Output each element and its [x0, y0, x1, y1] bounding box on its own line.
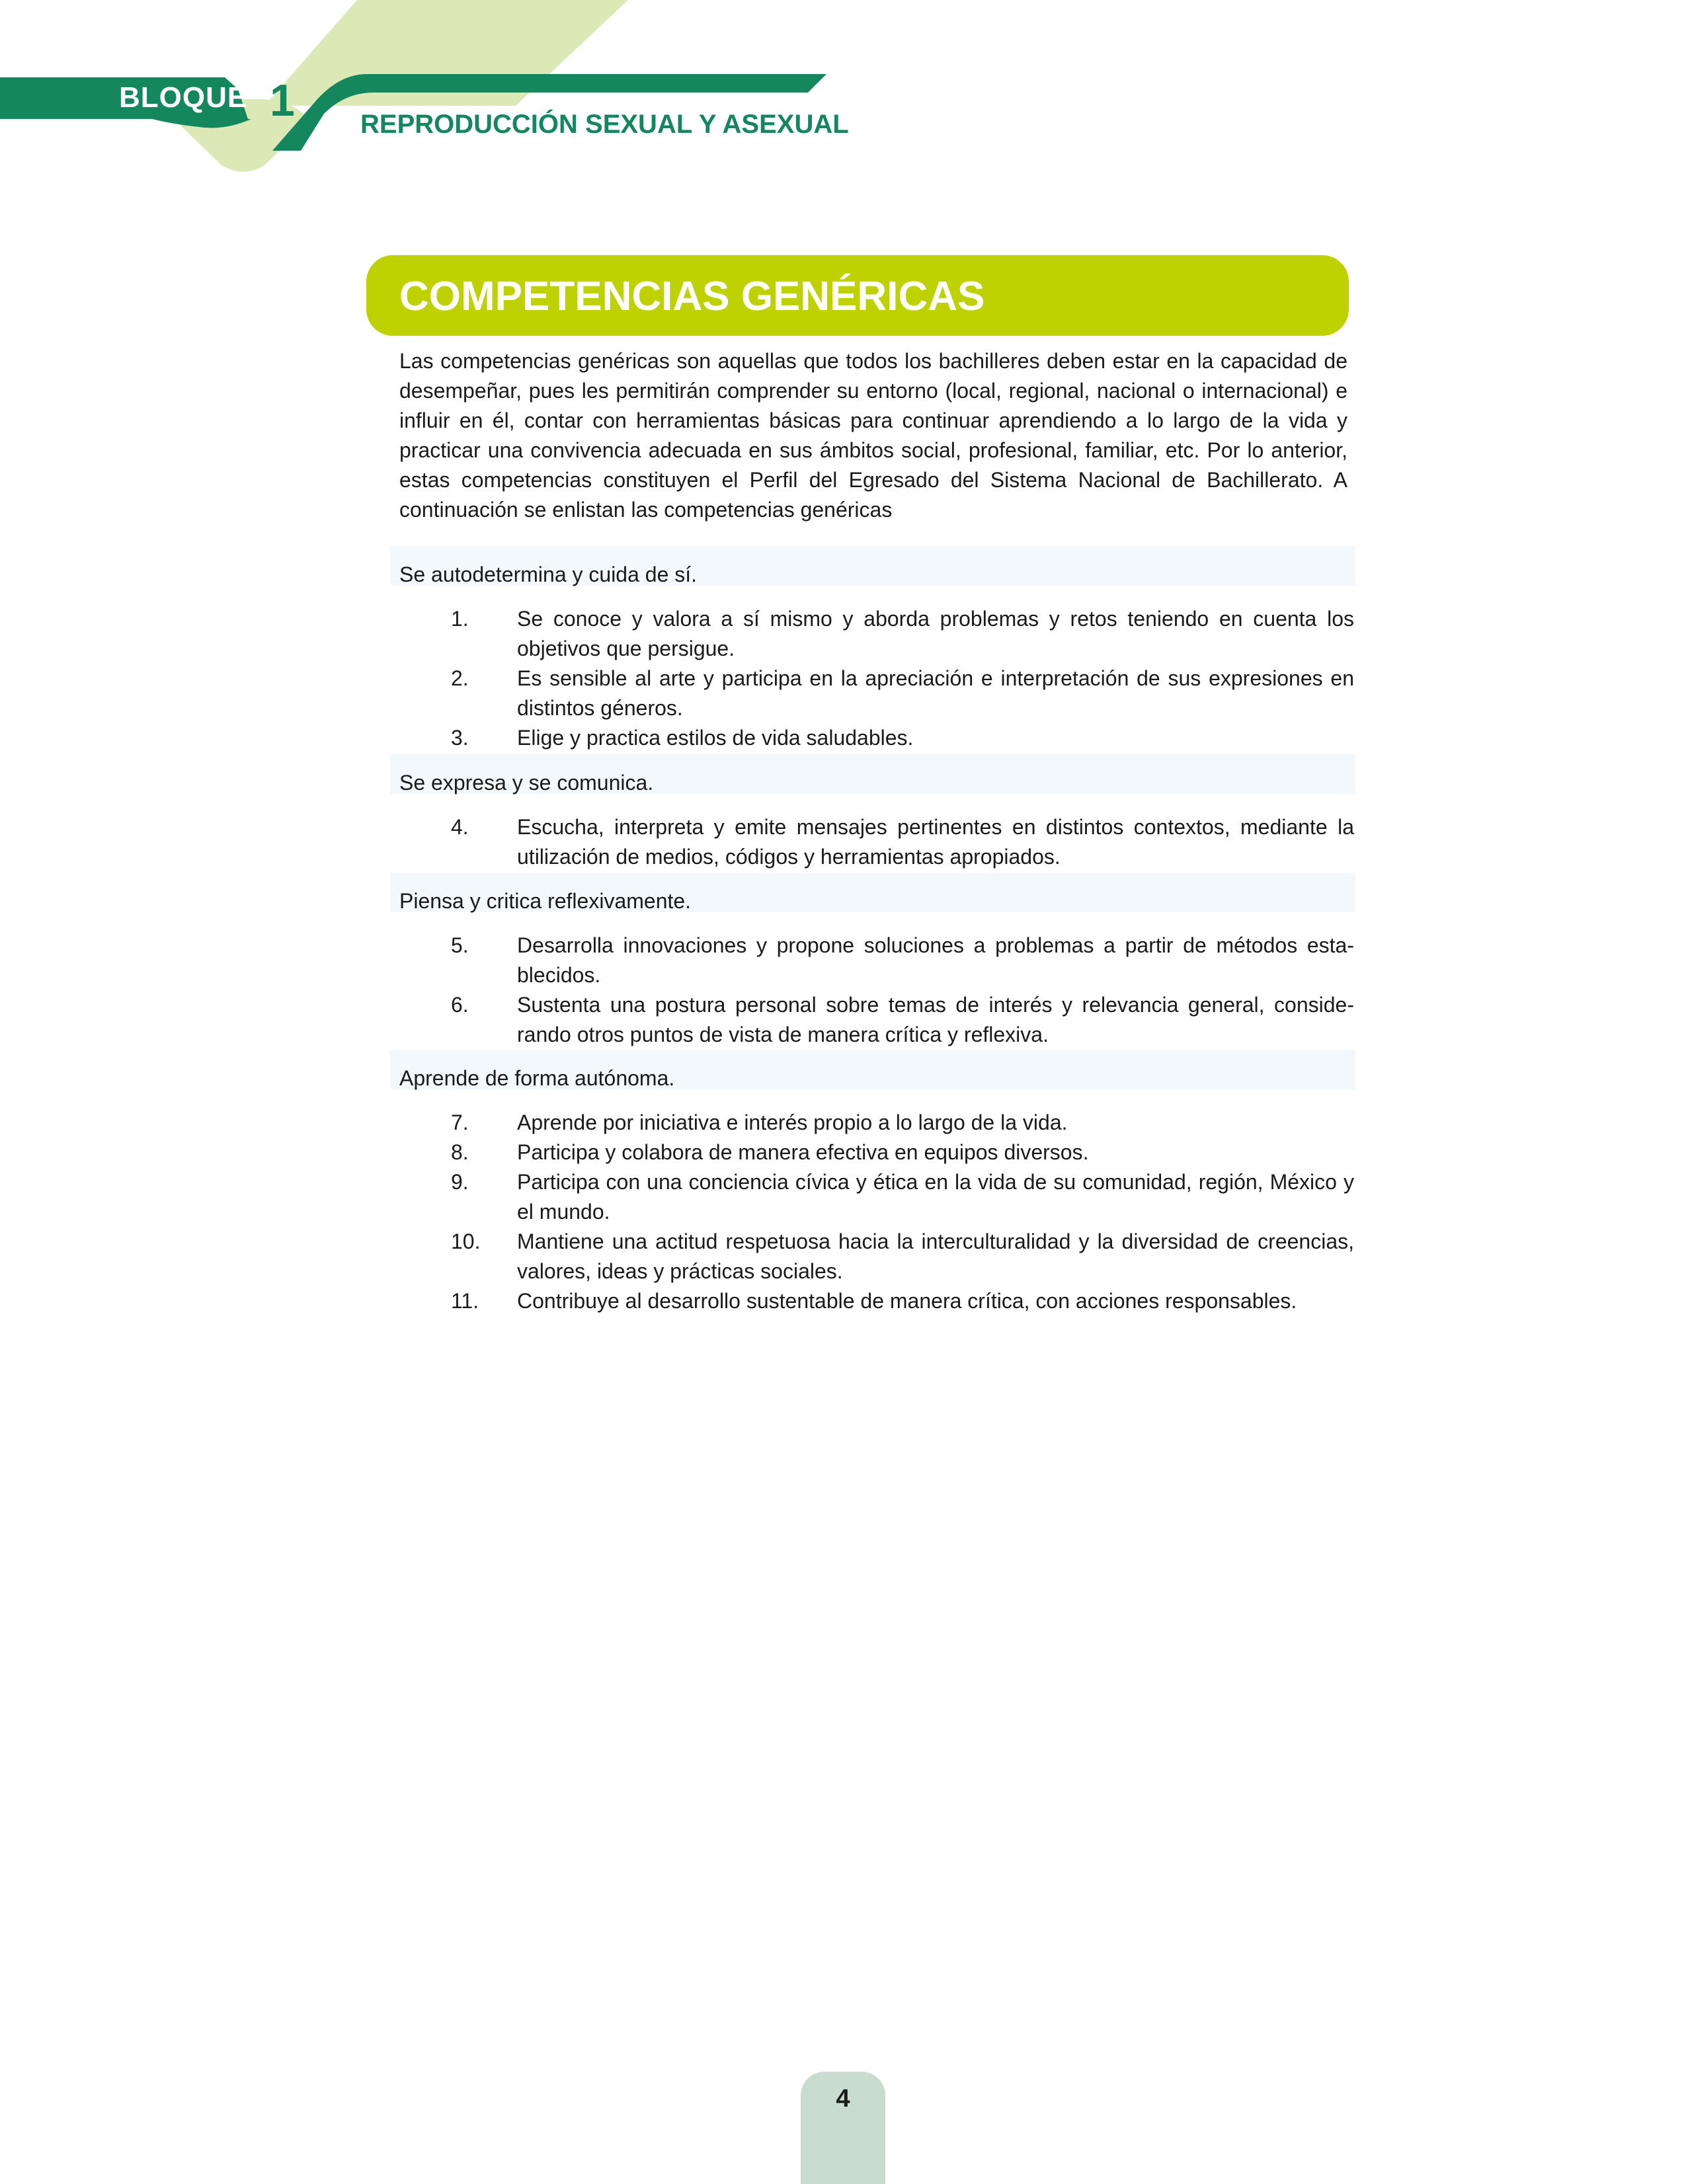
item-number: 8. — [451, 1140, 469, 1164]
item-text: Se conoce y valora a sí mismo y aborda problemas y retos teniendo en cuenta los objetivos que persigue. — [517, 607, 1354, 660]
competency-group — [390, 873, 1355, 1050]
competency-item — [390, 1167, 1354, 1227]
item-text: Mantiene una actitud respetuosa hacia la interculturalidad y la diversidad de creencias, valores, ideas y prácticas sociales. — [517, 1229, 1354, 1283]
intro-paragraph: Las competencias genéricas son aquellas que todos los bachilleres deben estar en la capacidad de desempeñar, pues les permitirán comprender su entorno (local, regional, nacional o internacional) e influir en él, contar con herramientas básicas para continuar aprendiendo a lo largo de la vida y practicar una convivencia adecuada en sus ámbitos social, profesional, familiar, etc. Por lo anterior, estas competencias constituyen el Perfil del Egresado del Sistema Nacional de Bachillerato. A continuación se enlistan las competencias genéricas — [399, 349, 1347, 522]
item-text: Participa y colabora de manera efectiva en equipos diversos. — [517, 1140, 1089, 1164]
item-text: Participa con una conciencia cívica y ética en la vida de su comunidad, región, México y el mundo. — [517, 1170, 1354, 1224]
item-text: Sustenta una postura personal sobre temas de interés y relevancia general, conside-rando otros puntos de vista de manera crítica y reflexiva. — [517, 993, 1354, 1046]
item-text: Contribuye al desarrollo sustentable de manera crítica, con acciones responsables. — [517, 1289, 1297, 1313]
section-title: COMPETENCIAS GENÉRICAS — [399, 274, 985, 319]
item-text: Es sensible al arte y participa en la apreciación e interpretación de sus expresiones en distintos géneros. — [517, 666, 1354, 720]
competency-item — [390, 931, 1354, 990]
item-number: 11. — [451, 1289, 479, 1313]
item-number: 7. — [451, 1111, 469, 1134]
item-number: 5. — [451, 933, 469, 957]
competency-item — [390, 723, 1354, 753]
group-title: Se expresa y se comunica. — [390, 754, 1355, 794]
item-number: 2. — [451, 666, 469, 690]
group-title: Piensa y critica reflexivamente. — [390, 873, 1355, 912]
bloque-label: BLOQUE — [119, 81, 248, 114]
item-text: Aprende por iniciativa e interés propio a lo largo de la vida. — [517, 1111, 1068, 1134]
chapter-title: REPRODUCCIÓN SEXUAL Y ASEXUAL — [360, 110, 849, 139]
item-text: Escucha, interpreta y emite mensajes pertinentes en distintos contextos, mediante la utilización de medios, códigos y herramientas apropiados. — [517, 815, 1354, 869]
item-number: 10. — [451, 1229, 481, 1253]
item-number: 3. — [451, 726, 469, 750]
bloque-number: 1 — [270, 75, 295, 126]
item-number: 1. — [451, 607, 469, 631]
item-number: 6. — [451, 993, 469, 1017]
competency-item — [390, 1108, 1354, 1138]
item-text: Elige y practica estilos de vida saludables. — [517, 726, 914, 750]
competency-item — [390, 1286, 1354, 1316]
competency-group — [390, 1050, 1355, 1316]
item-number: 9. — [451, 1170, 469, 1194]
competency-item — [390, 812, 1354, 872]
item-number: 4. — [451, 815, 469, 839]
competency-item — [390, 1227, 1354, 1286]
page-number: 4 — [836, 2085, 850, 2113]
competency-group — [390, 546, 1355, 753]
competency-item — [390, 1138, 1354, 1167]
group-title: Se autodetermina y cuida de sí. — [390, 546, 1355, 586]
competency-item — [390, 990, 1354, 1050]
group-title: Aprende de forma autónoma. — [390, 1050, 1355, 1089]
item-text: Desarrolla innovaciones y propone soluciones a problemas a partir de métodos esta-blecidos. — [517, 933, 1354, 987]
competency-item — [390, 664, 1354, 723]
competency-group — [390, 754, 1355, 872]
competency-item — [390, 604, 1354, 664]
